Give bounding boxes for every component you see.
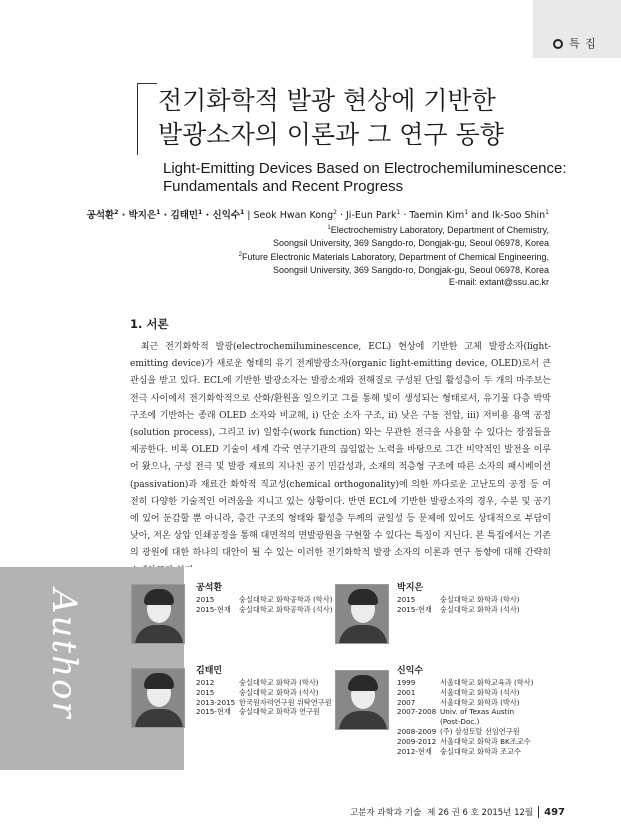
author-name-1: 공석환 [196,583,223,593]
author-vertical-label: Author [44,589,84,720]
affiliation-sup: 1 [327,225,331,231]
title-bracket-decoration [137,83,157,155]
contact-email: E-mail: extant@ssu.ac.kr [448,277,549,287]
career-year: 2015 [196,595,215,604]
career-year: 2013-2015 [196,697,236,707]
english-title [163,160,567,196]
author-name-4: 신익수 [397,666,424,676]
career-desc: 한국원자력연구원 위탁연구원 [239,697,332,707]
english-title-line-1: Light-Emitting Devices Based on Electrochemiluminescence: [163,160,567,177]
author-name-2: 박지은 [397,583,424,593]
author-photo-1 [131,584,185,644]
section-heading: 1. 서론 [130,317,169,331]
career-year: 1999 [397,678,416,687]
bullet-ring-icon [553,39,563,49]
author-line [87,207,549,221]
career-desc: 숭실대학교 화학공학과 (학사) [239,595,333,604]
author-en-4: and Ik-Soo Shin [468,210,546,221]
career-year: 2007 [397,697,416,707]
career-desc: 숭실대학교 화학과 연구원 [239,707,320,717]
career-year: 2001 [397,687,416,697]
author-ko-1: 공석환 [86,210,115,221]
page-footer [350,806,565,818]
career-desc: 숭실대학교 화학과 (학사) [440,595,520,604]
career-desc: 숭실대학교 화학과 (석사) [239,687,319,697]
author-career-2 [397,595,520,615]
author-ko-4: · 신익수 [202,210,241,221]
author-career-1 [196,595,333,615]
career-year: 2007-2008 [397,707,437,717]
author-sup: 1 [464,208,469,216]
author-en-2: · Ji-Eun Park [336,210,397,221]
career-desc: 서울대학교 화학교육과 (학사) [440,678,534,687]
author-photo-3 [131,668,185,728]
affiliation-1-line-2: Soongsil University, 369 Sangdo-ro, Dongjak-gu, Seoul 06978, Korea [272,237,549,248]
career-year: 2015-현재 [397,604,432,614]
author-photo-4 [335,670,389,730]
author-en-3: · Taemin Kim [400,210,465,221]
affiliation-2-line-1: Future Electronic Materials Laboratory, Department of Chemical Engineering, [242,252,549,262]
career-desc: 숭실대학교 화학과 (석사) [440,604,520,614]
author-career-3 [196,678,332,717]
career-year: 2008-2009 [397,726,437,736]
affiliation-2-line-2: Soongsil University, 369 Sangdo-ro, Dongjak-gu, Seoul 06978, Korea [272,264,549,275]
career-year: 2012-현재 [397,746,432,756]
author-photo-2 [335,584,389,644]
footer-divider [538,806,539,818]
author-career-4 [397,678,534,756]
section-tag [533,0,621,58]
author-ko-2: · 박지은 [118,210,157,221]
korean-title-line-2: 발광소자의 이론과 그 연구 동향 [158,120,504,149]
career-year [397,717,440,727]
career-desc: (Post-Doc.) [440,717,480,727]
career-year: 2009-2012 [397,736,437,746]
career-desc: Univ. of Texas Austin [440,707,515,717]
career-desc: 숭실대학교 화학공학과 (석사) [239,604,333,614]
section-tag-label: 특 집 [569,37,597,50]
affiliations [239,222,549,289]
english-title-line-2: Fundamentals and Recent Progress [163,178,404,195]
career-year: 2015 [196,687,215,697]
author-sup: 1 [198,208,203,216]
career-year: 2015-현재 [196,707,231,717]
author-sup: 2 [333,208,337,216]
korean-title [158,84,504,152]
author-sup: 1 [156,208,161,216]
journal-name: 고분자 과학과 기술 [350,808,422,818]
career-year: 2012 [196,678,215,687]
author-sup: 2 [114,208,119,216]
korean-title-line-1: 전기화학적 발광 현상에 기반한 [158,86,496,115]
author-en-1: | Seok Hwan Kong [244,210,334,221]
journal-issue: 제 26 권 6 호 2015년 12월 [427,808,534,818]
author-sup: 1 [396,208,401,216]
career-year: 2015-현재 [196,604,231,614]
career-desc: 서울대학교 화학과 (박사) [440,697,520,707]
author-ko-3: · 김태민 [160,210,199,221]
author-name-3: 김태민 [196,666,223,676]
affiliation-1-line-1: Electrochemistry Laboratory, Department of Chemistry, [330,225,549,235]
career-desc: 숭실대학교 화학과 조교수 [440,746,521,756]
career-year: 2015 [397,595,416,604]
career-desc: 서울대학교 화학과 (석사) [440,687,520,697]
section-body-paragraph: 최근 전기화학적 발광(electrochemiluminescence, ECL) 현상에 기반한 고체 발광소자(light-emitting device)가 새로운 형태의 유기 전계발광소자(organic light-emitting device, OLED)로서 큰 관심을 받고 있다. ECL에 기반한 발광소자는 발광소재와 전해질로 구성된 단일 활성층이 두 개의 마주보는 전극 사이에서 전기화학적으로 산화/환원을 일으키고 그를 통해 빛이 생성되는 형태로서, 유기물 다층 박막 구조에 기반하는 종래 OLED 소자와 비교해, i) 단순 소자 구조, ii) 낮은 구동 전압, iii) 저비용 용액 공정(solution process), 그리고 iv) 일함수(work function) 와는 무관한 전극을 사용할 수 있다는 장점들을 제공한다. 비록 OLED 기술이 세계 각국 연구기관의 끊임없는 노력을 바탕으로 그간 비약적인 발전을 이루어 왔으나, 구성 전극 및 발광 재료의 지나친 공기 민감성과, 소재의 적층형 구조에 따른 소자의 패시베이션(passivation)과 재료간 화학적 직교성(chemical orthogonality)에 의한 까다로운 고난도의 공정 등 여전히 다양한 기술적인 어려움을 지니고 있는 상황이다. 반면 ECL에 기반한 발광소자의 경우, 수분 및 공기에 있어 둔감할 뿐 아니라, 층간 구조의 형태와 활성층 두께의 균일성 등 문제에 있어도 상대적으로 부담이 낮아, 저온 상압 인쇄공정을 통해 대면적의 면발광원을 구현할 수 있다는 특징이 지닌다. 본 특집에서는 기존의 광원에 대한 하나의 대안이 될 수 있는 이러한 전기화학적 발광 소자의 이론과 연구 동향에 대해 간략히 [130,342,551,559]
page-number: 497 [544,806,565,818]
affiliation-sup: 2 [238,252,243,258]
career-desc: (주) 삼성토탈 선임연구원 [440,726,520,736]
author-sup: 1 [545,208,549,216]
career-desc: 서울대학교 화학과 BK조교수 [440,736,531,746]
author-sup: 1 [240,208,245,216]
author-profiles [0,567,621,770]
career-desc: 숭실대학교 화학과 (학사) [239,678,319,687]
